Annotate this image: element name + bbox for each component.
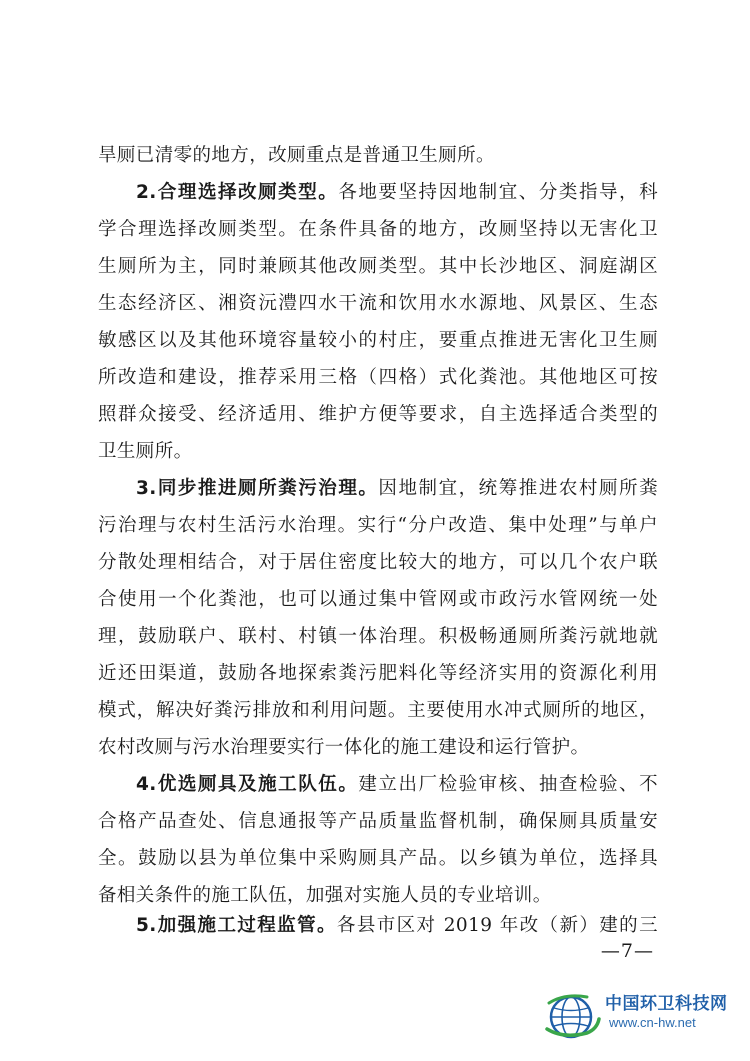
page-number: —7— xyxy=(600,940,654,962)
paragraph-line: 生态经济区、湘资沅澧四水干流和饮用水水源地、风景区、生态 xyxy=(98,293,658,314)
paragraph-line: 敏感区以及其他环境容量较小的村庄，要重点推进无害化卫生厕 xyxy=(98,330,658,351)
globe-icon xyxy=(543,989,601,1045)
section-5-first-line xyxy=(136,913,658,939)
paragraph-line: 理，鼓励联户、联村、村镇一体治理。积极畅通厕所粪污就地就 xyxy=(98,626,658,647)
section-3-text: 因地制宜，统筹推进农村厕所粪 xyxy=(378,478,658,499)
watermark-title: 中国环卫科技网 xyxy=(605,994,728,1014)
watermark-logo xyxy=(543,987,743,1047)
section-2-first-line xyxy=(136,180,658,206)
section-4-text: 建立出厂检验审核、抽查检验、不 xyxy=(358,774,658,795)
paragraph-line: 分散处理相结合，对于居住密度比较大的地方，可以几个农户联 xyxy=(98,552,658,573)
paragraph-line: 近还田渠道，鼓励各地探索粪污肥料化等经济实用的资源化利用 xyxy=(98,663,658,684)
paragraph-line: 所改造和建设，推荐采用三格（四格）式化粪池。其他地区可按 xyxy=(98,367,658,388)
paragraph-line: 全。鼓励以县为单位集中采购厕具产品。以乡镇为单位，选择具 xyxy=(98,848,658,869)
section-2-text: 各地要坚持因地制宜、分类指导，科 xyxy=(338,182,658,203)
paragraph-line: 备相关条件的施工队伍，加强对实施人员的专业培训。 xyxy=(98,885,552,906)
section-2-heading: 2.合理选择改厕类型。 xyxy=(136,182,339,203)
section-5-heading: 5.加强施工过程监管。 xyxy=(136,915,337,936)
paragraph-line: 农村改厕与污水治理要实行一体化的施工建设和运行管护。 xyxy=(98,737,590,758)
paragraph-line: 污治理与农村生活污水治理。实行“分户改造、集中处理”与单户 xyxy=(98,515,658,536)
section-4-first-line xyxy=(136,772,658,798)
section-4-heading: 4.优选厕具及施工队伍。 xyxy=(136,774,359,795)
paragraph-line: 卫生厕所。 xyxy=(98,441,193,462)
paragraph-line: 照群众接受、经济适用、维护方便等要求，自主选择适合类型的 xyxy=(98,404,658,425)
section-5-text: 各县市区对 2019 年改（新）建的三 xyxy=(336,915,658,936)
paragraph-line: 合使用一个化粪池，也可以通过集中管网或市政污水管网统一处 xyxy=(98,589,658,610)
watermark-url: www.cn-hw.net xyxy=(609,1015,696,1030)
paragraph-line: 旱厕已清零的地方，改厕重点是普通卫生厕所。 xyxy=(98,145,495,166)
section-3-first-line xyxy=(136,476,658,502)
paragraph-line: 合格产品查处、信息通报等产品质量监督机制，确保厕具质量安 xyxy=(98,811,658,832)
paragraph-line: 模式，解决好粪污排放和利用问题。主要使用水冲式厕所的地区， xyxy=(98,700,658,721)
paragraph-line: 学合理选择改厕类型。在条件具备的地方，改厕坚持以无害化卫 xyxy=(98,219,658,240)
paragraph-line: 生厕所为主，同时兼顾其他改厕类型。其中长沙地区、洞庭湖区 xyxy=(98,256,658,277)
section-3-heading: 3.同步推进厕所粪污治理。 xyxy=(136,478,379,499)
